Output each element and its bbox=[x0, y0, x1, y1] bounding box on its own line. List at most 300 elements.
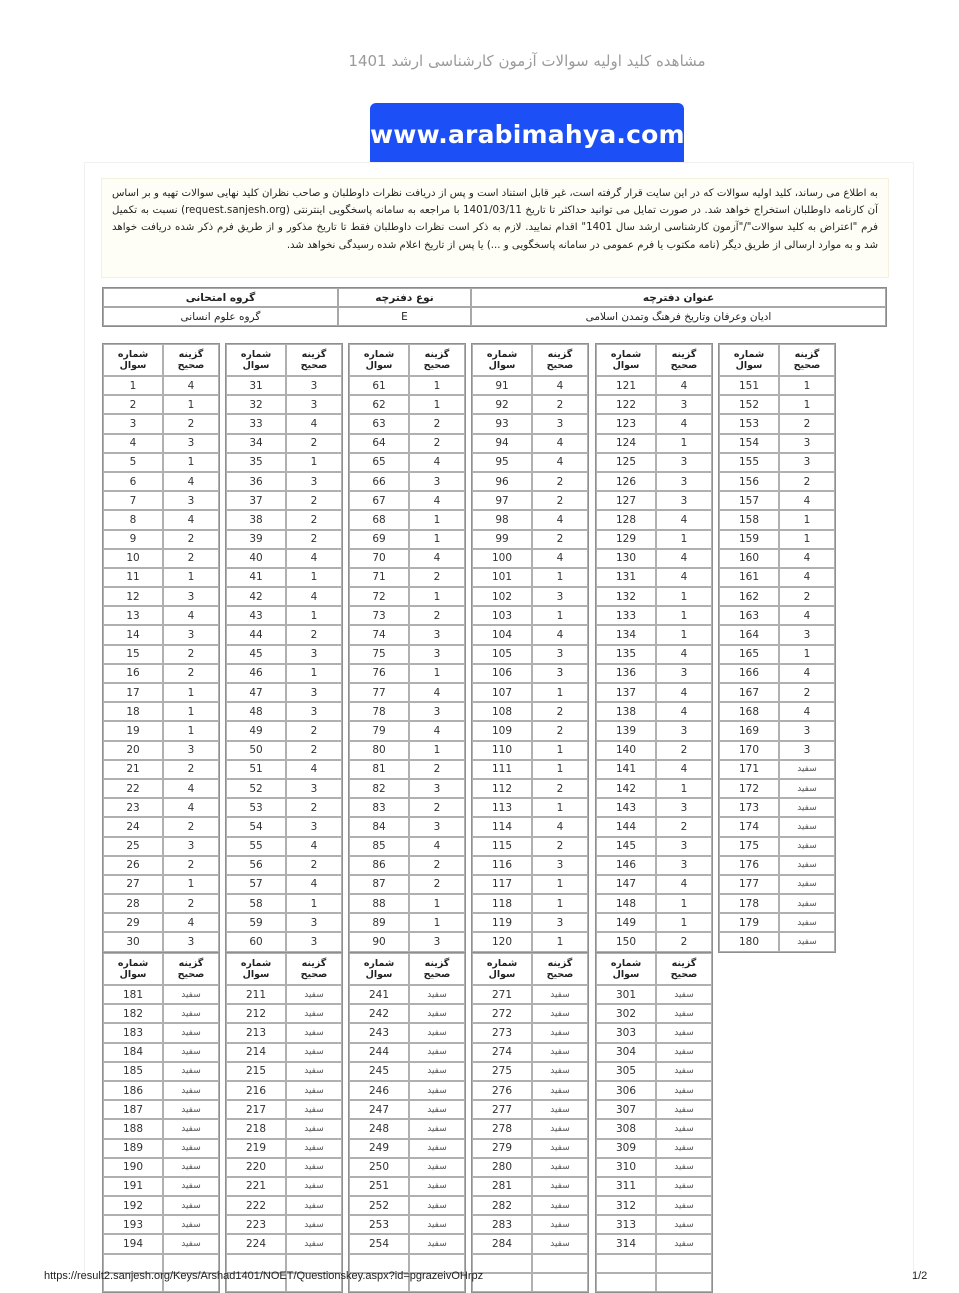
correct-option: سفید bbox=[532, 1023, 588, 1042]
question-number: 76 bbox=[349, 664, 409, 683]
question-number: 65 bbox=[349, 453, 409, 472]
correct-option: سفید bbox=[532, 1062, 588, 1081]
correct-option: 4 bbox=[532, 625, 588, 644]
answer-row bbox=[719, 510, 835, 529]
answer-row bbox=[472, 779, 588, 798]
correct-option: سفید bbox=[286, 1062, 342, 1081]
correct-option: 4 bbox=[656, 414, 712, 433]
answer-row bbox=[226, 491, 342, 510]
question-number: 107 bbox=[472, 683, 532, 702]
correct-option: سفید bbox=[532, 1177, 588, 1196]
correct-option: 2 bbox=[409, 798, 465, 817]
question-number: 21 bbox=[103, 760, 163, 779]
correct-option: سفید bbox=[779, 779, 835, 798]
correct-option: سفید bbox=[779, 837, 835, 856]
answer-group bbox=[471, 343, 589, 953]
question-number: 312 bbox=[596, 1196, 656, 1215]
answer-row bbox=[472, 741, 588, 760]
booklet-info-row bbox=[103, 307, 886, 326]
answer-row bbox=[472, 683, 588, 702]
question-number: 137 bbox=[596, 683, 656, 702]
correct-option: 1 bbox=[532, 741, 588, 760]
answer-row-empty bbox=[472, 1273, 588, 1292]
correct-option: سفید bbox=[779, 875, 835, 894]
exam-group: گروه علوم انسانی bbox=[103, 307, 338, 326]
question-number: 167 bbox=[719, 683, 779, 702]
correct-option: 4 bbox=[163, 472, 219, 491]
correct-option: 3 bbox=[532, 664, 588, 683]
question-number: 84 bbox=[349, 817, 409, 836]
answer-row bbox=[719, 664, 835, 683]
answer-row bbox=[349, 530, 465, 549]
question-number: 134 bbox=[596, 625, 656, 644]
question-number: 114 bbox=[472, 817, 532, 836]
question-number: 122 bbox=[596, 395, 656, 414]
correct-option: سفید bbox=[163, 1043, 219, 1062]
answer-row bbox=[226, 817, 342, 836]
answer-row bbox=[719, 760, 835, 779]
correct-option: سفید bbox=[409, 1196, 465, 1215]
question-number: 103 bbox=[472, 606, 532, 625]
question-number: 135 bbox=[596, 645, 656, 664]
correct-option: 2 bbox=[286, 798, 342, 817]
answer-row bbox=[596, 625, 712, 644]
answer-row-empty bbox=[472, 1254, 588, 1273]
answer-row bbox=[226, 376, 342, 395]
question-number: 64 bbox=[349, 434, 409, 453]
question-number: 243 bbox=[349, 1023, 409, 1042]
answer-row bbox=[472, 837, 588, 856]
answer-row bbox=[103, 932, 219, 951]
correct-option: 1 bbox=[286, 894, 342, 913]
answer-row bbox=[596, 645, 712, 664]
answer-row bbox=[103, 472, 219, 491]
answer-row bbox=[596, 913, 712, 932]
correct-option: 2 bbox=[286, 491, 342, 510]
answer-row bbox=[103, 1119, 219, 1138]
answer-row bbox=[349, 549, 465, 568]
correct-option: سفید bbox=[532, 1139, 588, 1158]
correct-option: سفید bbox=[286, 1234, 342, 1253]
question-number: 283 bbox=[472, 1215, 532, 1234]
answer-row bbox=[349, 837, 465, 856]
question-number: 69 bbox=[349, 530, 409, 549]
answer-group bbox=[102, 952, 220, 1293]
correct-option: 4 bbox=[532, 549, 588, 568]
answer-row bbox=[103, 510, 219, 529]
answer-row bbox=[472, 913, 588, 932]
correct-option: 3 bbox=[409, 645, 465, 664]
answer-row bbox=[226, 779, 342, 798]
question-number: 38 bbox=[226, 510, 286, 529]
correct-option: 1 bbox=[656, 625, 712, 644]
correct-option: 1 bbox=[286, 568, 342, 587]
answer-row bbox=[349, 702, 465, 721]
answer-row bbox=[596, 875, 712, 894]
answer-group-header bbox=[103, 344, 219, 376]
answer-row bbox=[596, 837, 712, 856]
question-number: 95 bbox=[472, 453, 532, 472]
answer-row bbox=[596, 1062, 712, 1081]
question-number: 253 bbox=[349, 1215, 409, 1234]
answer-row-empty bbox=[596, 1254, 712, 1273]
question-number: 173 bbox=[719, 798, 779, 817]
answer-row bbox=[472, 606, 588, 625]
answer-row bbox=[349, 434, 465, 453]
answer-row bbox=[719, 798, 835, 817]
correct-option bbox=[656, 1273, 712, 1292]
correct-option-header: گزینه صحیح bbox=[779, 344, 835, 376]
correct-option: سفید bbox=[409, 1004, 465, 1023]
answer-row bbox=[103, 1004, 219, 1023]
correct-option-header: گزینه صحیح bbox=[532, 953, 588, 985]
answer-row bbox=[103, 1177, 219, 1196]
answer-row bbox=[349, 1177, 465, 1196]
correct-option: 2 bbox=[532, 491, 588, 510]
correct-option-header: گزینه صحیح bbox=[656, 344, 712, 376]
answer-row bbox=[103, 434, 219, 453]
answer-row bbox=[719, 568, 835, 587]
correct-option: 1 bbox=[409, 664, 465, 683]
correct-option: سفید bbox=[286, 1043, 342, 1062]
correct-option: 2 bbox=[163, 760, 219, 779]
question-number: 94 bbox=[472, 434, 532, 453]
correct-option: سفید bbox=[163, 1158, 219, 1177]
correct-option: 2 bbox=[163, 645, 219, 664]
answer-row bbox=[472, 1158, 588, 1177]
question-number: 217 bbox=[226, 1100, 286, 1119]
correct-option: سفید bbox=[656, 1139, 712, 1158]
correct-option: 3 bbox=[409, 779, 465, 798]
answer-row bbox=[103, 414, 219, 433]
answer-row bbox=[226, 1100, 342, 1119]
answer-row bbox=[349, 1234, 465, 1253]
answer-row bbox=[596, 1196, 712, 1215]
question-number bbox=[596, 1254, 656, 1273]
correct-option-header: گزینه صحیح bbox=[409, 953, 465, 985]
question-number: 216 bbox=[226, 1081, 286, 1100]
correct-option: سفید bbox=[286, 1158, 342, 1177]
correct-option: 1 bbox=[286, 453, 342, 472]
question-number: 150 bbox=[596, 932, 656, 951]
answer-row bbox=[103, 568, 219, 587]
correct-option: 2 bbox=[409, 606, 465, 625]
correct-option: 3 bbox=[656, 664, 712, 683]
correct-option: سفید bbox=[656, 985, 712, 1004]
booklet-title: ادیان وعرفان وتاریخ فرهنگ وتمدن اسلامی bbox=[471, 307, 886, 326]
question-number: 280 bbox=[472, 1158, 532, 1177]
answer-row bbox=[226, 1196, 342, 1215]
answer-row bbox=[103, 779, 219, 798]
correct-option: سفید bbox=[286, 1023, 342, 1042]
correct-option: 3 bbox=[286, 683, 342, 702]
correct-option: 4 bbox=[286, 837, 342, 856]
answer-row bbox=[596, 530, 712, 549]
answer-row bbox=[226, 625, 342, 644]
question-number: 250 bbox=[349, 1158, 409, 1177]
correct-option: 2 bbox=[409, 434, 465, 453]
correct-option: 2 bbox=[163, 414, 219, 433]
answer-row bbox=[472, 664, 588, 683]
answer-row bbox=[226, 1177, 342, 1196]
correct-option: 4 bbox=[532, 817, 588, 836]
question-number: 136 bbox=[596, 664, 656, 683]
question-number: 1 bbox=[103, 376, 163, 395]
question-number: 212 bbox=[226, 1004, 286, 1023]
correct-option: 2 bbox=[409, 760, 465, 779]
question-number: 78 bbox=[349, 702, 409, 721]
answer-row bbox=[596, 549, 712, 568]
correct-option: سفید bbox=[409, 1081, 465, 1100]
question-number: 51 bbox=[226, 760, 286, 779]
correct-option: 3 bbox=[409, 932, 465, 951]
answer-row bbox=[103, 1215, 219, 1234]
correct-option: 4 bbox=[163, 376, 219, 395]
correct-option: 4 bbox=[779, 491, 835, 510]
question-number: 161 bbox=[719, 568, 779, 587]
answer-row bbox=[103, 760, 219, 779]
answer-row bbox=[103, 1062, 219, 1081]
question-number-header: شماره سوال bbox=[226, 344, 286, 376]
question-number: 6 bbox=[103, 472, 163, 491]
correct-option: 1 bbox=[532, 894, 588, 913]
question-number: 61 bbox=[349, 376, 409, 395]
notice-text: به اطلاع می رساند، کلید اولیه سوالات که در این سایت قرار گرفته است، غیر قابل استناد است و پس از دریافت نظرات داوطلبان و صاحب نظران کلید نهایی سوالات تهیه و بر اساس آن کارنامه داوطلبان استخراج خواهد شد. در صورت تمایل می توانید حداکثر تا تاریخ 1401/03/11 با مراجعه به سامانه پاسخگویی اینترنتی (request.sanjesh.org) نسبت به تکمیل فرم "اعتراض به کلید سوالات"/"آزمون کارشناسی ارشد سال 1401" اقدام نمایید. لازم به ذکر است نظرات داوطلبان فقط تا تاریخ مذکور و از طریق فرم ذکر شده دریافت خواهد شد و به موارد ارسالی از طریق دیگر (نامه مکتوب یا فرم عمومی در سامانه پاسخگویی و ...) یا پس از تاریخ اعلام شده رسیدگی نخواهد شد. bbox=[101, 178, 889, 278]
answer-row bbox=[472, 1234, 588, 1253]
answer-group bbox=[225, 952, 343, 1293]
exam-group-header: گروه امتحانی bbox=[103, 288, 338, 307]
question-number: 303 bbox=[596, 1023, 656, 1042]
question-number: 81 bbox=[349, 760, 409, 779]
question-number: 80 bbox=[349, 741, 409, 760]
correct-option: سفید bbox=[656, 1158, 712, 1177]
question-number: 11 bbox=[103, 568, 163, 587]
question-number: 190 bbox=[103, 1158, 163, 1177]
question-number: 244 bbox=[349, 1043, 409, 1062]
answer-row bbox=[226, 913, 342, 932]
question-number: 215 bbox=[226, 1062, 286, 1081]
correct-option: 4 bbox=[532, 510, 588, 529]
answer-row bbox=[349, 760, 465, 779]
booklet-info-header-row bbox=[103, 288, 886, 307]
correct-option: سفید bbox=[532, 1215, 588, 1234]
correct-option: 4 bbox=[286, 549, 342, 568]
answer-row bbox=[596, 1100, 712, 1119]
question-number: 72 bbox=[349, 587, 409, 606]
answer-row bbox=[596, 741, 712, 760]
answer-row bbox=[103, 625, 219, 644]
question-number: 222 bbox=[226, 1196, 286, 1215]
correct-option: سفید bbox=[409, 1158, 465, 1177]
question-number: 105 bbox=[472, 645, 532, 664]
question-number: 155 bbox=[719, 453, 779, 472]
answer-row bbox=[596, 453, 712, 472]
answer-row bbox=[103, 549, 219, 568]
question-number: 52 bbox=[226, 779, 286, 798]
answer-row bbox=[596, 760, 712, 779]
question-number bbox=[596, 1273, 656, 1292]
answer-group bbox=[225, 343, 343, 953]
answer-row bbox=[472, 760, 588, 779]
answer-row bbox=[719, 741, 835, 760]
correct-option: 3 bbox=[532, 414, 588, 433]
answer-row bbox=[719, 894, 835, 913]
question-number: 110 bbox=[472, 741, 532, 760]
question-number: 127 bbox=[596, 491, 656, 510]
question-number: 25 bbox=[103, 837, 163, 856]
correct-option: سفید bbox=[409, 1043, 465, 1062]
answer-row bbox=[226, 645, 342, 664]
correct-option: سفید bbox=[779, 798, 835, 817]
answer-row bbox=[103, 798, 219, 817]
question-number: 55 bbox=[226, 837, 286, 856]
answer-group-header bbox=[719, 344, 835, 376]
question-number: 191 bbox=[103, 1177, 163, 1196]
answer-row bbox=[596, 1177, 712, 1196]
question-number: 169 bbox=[719, 721, 779, 740]
correct-option: سفید bbox=[409, 1100, 465, 1119]
answer-row bbox=[103, 1234, 219, 1253]
question-number: 27 bbox=[103, 875, 163, 894]
answer-row bbox=[596, 568, 712, 587]
correct-option: 1 bbox=[532, 568, 588, 587]
answer-row bbox=[226, 587, 342, 606]
correct-option: 2 bbox=[286, 510, 342, 529]
correct-option: 1 bbox=[656, 894, 712, 913]
correct-option: 1 bbox=[409, 741, 465, 760]
question-number: 311 bbox=[596, 1177, 656, 1196]
question-number: 163 bbox=[719, 606, 779, 625]
correct-option: سفید bbox=[163, 1062, 219, 1081]
correct-option: سفید bbox=[286, 985, 342, 1004]
correct-option: 1 bbox=[286, 606, 342, 625]
answer-row bbox=[103, 856, 219, 875]
correct-option: 2 bbox=[163, 664, 219, 683]
correct-option: 3 bbox=[656, 837, 712, 856]
question-number: 90 bbox=[349, 932, 409, 951]
question-number: 93 bbox=[472, 414, 532, 433]
correct-option: 1 bbox=[532, 875, 588, 894]
correct-option: 4 bbox=[163, 779, 219, 798]
correct-option: 4 bbox=[532, 434, 588, 453]
correct-option-header: گزینه صحیح bbox=[163, 953, 219, 985]
question-number: 213 bbox=[226, 1023, 286, 1042]
correct-option: 2 bbox=[532, 702, 588, 721]
question-number: 171 bbox=[719, 760, 779, 779]
answer-row bbox=[596, 1023, 712, 1042]
correct-option: سفید bbox=[656, 1081, 712, 1100]
answer-row bbox=[596, 1043, 712, 1062]
correct-option-header: گزینه صحیح bbox=[532, 344, 588, 376]
question-number: 74 bbox=[349, 625, 409, 644]
question-number: 19 bbox=[103, 721, 163, 740]
question-number: 314 bbox=[596, 1234, 656, 1253]
correct-option: 4 bbox=[656, 760, 712, 779]
answer-row bbox=[103, 1081, 219, 1100]
correct-option: سفید bbox=[286, 1081, 342, 1100]
answer-row bbox=[596, 414, 712, 433]
answer-row bbox=[596, 1119, 712, 1138]
answer-row bbox=[349, 779, 465, 798]
watermark-banner: www.arabimahya.com bbox=[370, 103, 684, 167]
question-number: 88 bbox=[349, 894, 409, 913]
correct-option: 2 bbox=[409, 856, 465, 875]
question-number: 302 bbox=[596, 1004, 656, 1023]
question-number: 46 bbox=[226, 664, 286, 683]
answer-row bbox=[349, 1139, 465, 1158]
question-number: 149 bbox=[596, 913, 656, 932]
answer-row bbox=[349, 395, 465, 414]
answer-row bbox=[349, 1023, 465, 1042]
answer-row bbox=[472, 817, 588, 836]
answer-row bbox=[103, 741, 219, 760]
question-number: 70 bbox=[349, 549, 409, 568]
answer-row bbox=[349, 625, 465, 644]
correct-option: سفید bbox=[163, 1234, 219, 1253]
question-number: 246 bbox=[349, 1081, 409, 1100]
answer-row bbox=[719, 856, 835, 875]
answer-row bbox=[103, 395, 219, 414]
answer-row bbox=[472, 414, 588, 433]
answer-row bbox=[596, 587, 712, 606]
correct-option: سفید bbox=[409, 1234, 465, 1253]
correct-option: سفید bbox=[409, 1215, 465, 1234]
answer-row bbox=[472, 625, 588, 644]
correct-option: 3 bbox=[286, 913, 342, 932]
answer-row bbox=[349, 1100, 465, 1119]
question-number: 154 bbox=[719, 434, 779, 453]
question-number: 165 bbox=[719, 645, 779, 664]
answer-row bbox=[596, 1139, 712, 1158]
correct-option: 3 bbox=[779, 721, 835, 740]
correct-option: 3 bbox=[163, 932, 219, 951]
correct-option bbox=[532, 1254, 588, 1273]
question-number: 126 bbox=[596, 472, 656, 491]
answer-row bbox=[226, 798, 342, 817]
answer-group-header bbox=[349, 953, 465, 985]
question-number: 117 bbox=[472, 875, 532, 894]
answer-row bbox=[349, 664, 465, 683]
question-number: 34 bbox=[226, 434, 286, 453]
correct-option: سفید bbox=[286, 1177, 342, 1196]
answer-row bbox=[226, 741, 342, 760]
question-number: 102 bbox=[472, 587, 532, 606]
correct-option: 4 bbox=[532, 376, 588, 395]
answer-row bbox=[103, 702, 219, 721]
question-number: 307 bbox=[596, 1100, 656, 1119]
question-number: 99 bbox=[472, 530, 532, 549]
answer-row bbox=[226, 856, 342, 875]
correct-option: 3 bbox=[779, 741, 835, 760]
correct-option: 3 bbox=[656, 472, 712, 491]
question-number: 48 bbox=[226, 702, 286, 721]
answer-row bbox=[226, 1023, 342, 1042]
answer-group-header bbox=[472, 953, 588, 985]
question-number: 89 bbox=[349, 913, 409, 932]
question-number: 22 bbox=[103, 779, 163, 798]
answer-row bbox=[596, 434, 712, 453]
answer-row bbox=[472, 798, 588, 817]
question-number: 158 bbox=[719, 510, 779, 529]
answer-row bbox=[472, 568, 588, 587]
correct-option: سفید bbox=[163, 1196, 219, 1215]
question-number: 214 bbox=[226, 1043, 286, 1062]
question-number: 2 bbox=[103, 395, 163, 414]
answer-row bbox=[103, 530, 219, 549]
question-number: 242 bbox=[349, 1004, 409, 1023]
question-number: 111 bbox=[472, 760, 532, 779]
question-number: 188 bbox=[103, 1119, 163, 1138]
